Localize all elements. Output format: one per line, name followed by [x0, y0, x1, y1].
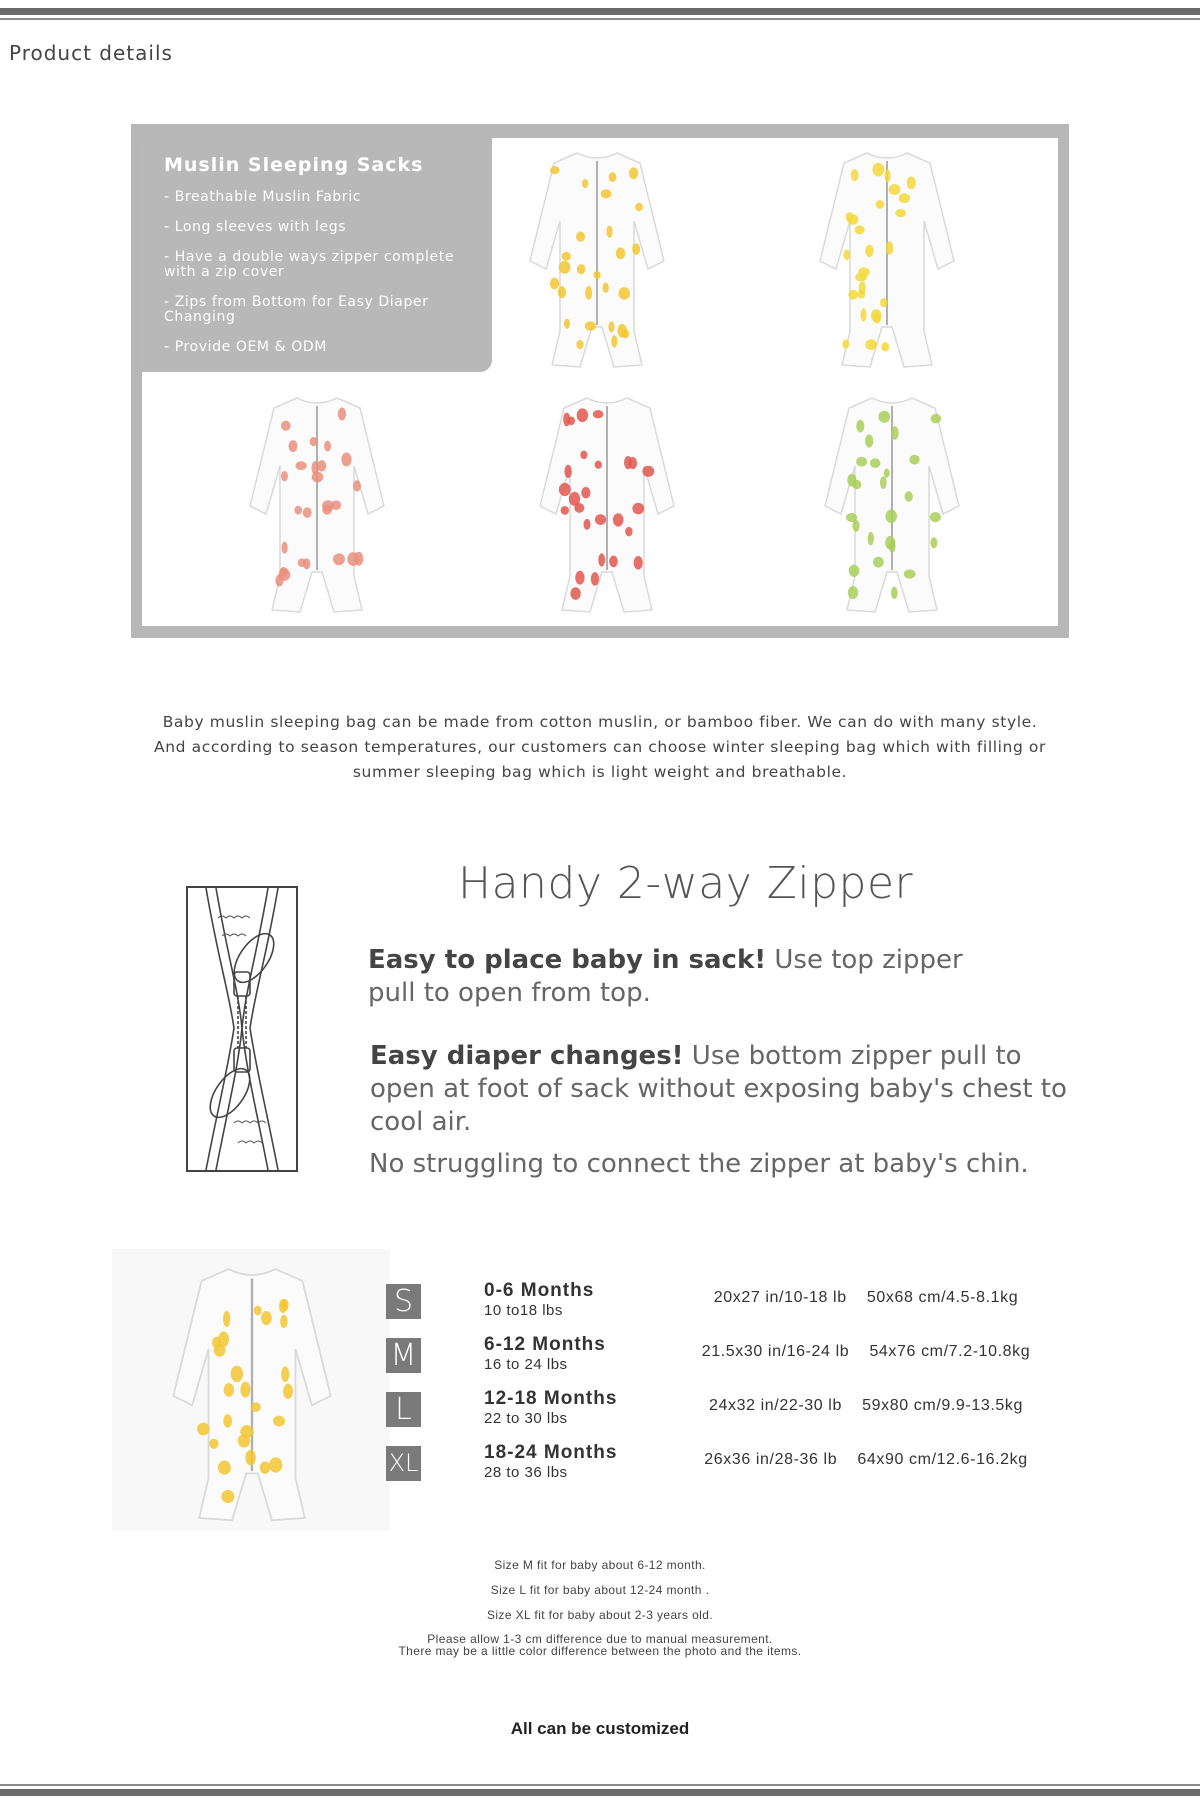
feature-item: - Zips from Bottom for Easy Diaper Changing	[164, 294, 429, 325]
feature-item: - Provide OEM & ODM	[164, 339, 327, 355]
zipper-benefit-bottom-text: Use bottom zipper pull to open at foot of sack without exposing baby's chest to cool air.	[370, 1041, 1067, 1137]
zipper-title: Handy 2-way Zipper	[458, 858, 914, 909]
product-image-watermelon	[532, 386, 682, 616]
size-cm: 50x68 cm/4.5-8.1kg	[866, 1289, 1019, 1306]
collage-inner	[142, 138, 1058, 626]
feature-item: - Long sleeves with legs	[164, 219, 347, 235]
size-lbs: 22 to 30 lbs	[484, 1410, 568, 1427]
zipper-benefit-bottom-bold: Easy diaper changes!	[370, 1041, 684, 1071]
zipper-benefit-top-text: Use top zipper pull to open from top.	[368, 945, 963, 1008]
size-dimensions	[556, 1397, 1076, 1415]
size-chart-photo	[112, 1249, 390, 1531]
size-dimensions	[556, 1343, 1076, 1361]
size-inches: 24x32 in/22-30 lb	[709, 1397, 842, 1414]
feature-item: - Have a double ways zipper complete with a zip cover	[164, 249, 455, 280]
size-cm: 64x90 cm/12.6-16.2kg	[857, 1451, 1028, 1468]
size-inches: 20x27 in/10-18 lb	[713, 1289, 847, 1306]
size-dimensions	[556, 1289, 1076, 1307]
product-image-flamingo	[242, 386, 392, 616]
zipper-benefit-chin: No struggling to connect the zipper at baby's chin.	[369, 1149, 1029, 1179]
size-badge: M	[386, 1338, 421, 1373]
product-image-banana	[812, 141, 962, 371]
measurement-note: Please allow 1-3 cm difference due to manual measurement.	[427, 1632, 773, 1646]
size-lbs: 10 to18 lbs	[484, 1302, 563, 1319]
size-months: 12-18 Months	[484, 1388, 618, 1409]
product-image-lime	[817, 386, 967, 616]
size-inches: 21.5x30 in/16-24 lb	[701, 1343, 850, 1360]
size-note: Size M fit for baby about 6-12 month.	[494, 1558, 706, 1572]
size-inches: 26x36 in/28-36 lb	[704, 1451, 838, 1468]
size-badge: S	[386, 1284, 421, 1319]
size-cm: 54x76 cm/7.2-10.8kg	[869, 1343, 1031, 1360]
size-cm: 59x80 cm/9.9-13.5kg	[862, 1397, 1023, 1414]
bottom-divider	[0, 1784, 1200, 1796]
section-heading: Product details	[9, 41, 173, 65]
product-description: Baby muslin sleeping bag can be made from cotton muslin, or bamboo fiber. We can do with many style. And according to season temperatures, our customers can choose winter sleeping bag which with filling or summer sleeping bag which is light weight and breathable.	[154, 713, 1046, 781]
size-dimensions	[556, 1451, 1076, 1469]
size-badge: XL	[386, 1446, 421, 1481]
size-badge: L	[386, 1392, 421, 1427]
size-months: 0-6 Months	[484, 1280, 595, 1301]
feature-title: Muslin Sleeping Sacks	[164, 154, 424, 176]
zipper-icon	[186, 886, 298, 1172]
zipper-benefit-top-bold: Easy to place baby in sack!	[368, 945, 767, 975]
color-note: There may be a little color difference between the photo and the items.	[398, 1644, 802, 1658]
size-lbs: 16 to 24 lbs	[484, 1356, 568, 1373]
size-note: Size XL fit for baby about 2-3 years old.	[486, 1608, 714, 1622]
size-months: 18-24 Months	[484, 1442, 618, 1463]
size-note: Size L fit for baby about 12-24 month .	[490, 1583, 710, 1597]
size-months: 6-12 Months	[484, 1334, 606, 1355]
zipper-benefit-bottom	[370, 1040, 1070, 1139]
product-image-pineapple	[522, 141, 672, 371]
feature-item: - Breathable Muslin Fabric	[164, 189, 362, 205]
feature-box	[142, 138, 492, 372]
size-lbs: 28 to 36 lbs	[484, 1464, 568, 1481]
top-divider	[0, 8, 1200, 20]
customize-note: All can be customized	[510, 1719, 690, 1738]
zipper-benefit-top	[368, 944, 988, 1010]
product-collage	[131, 124, 1069, 638]
